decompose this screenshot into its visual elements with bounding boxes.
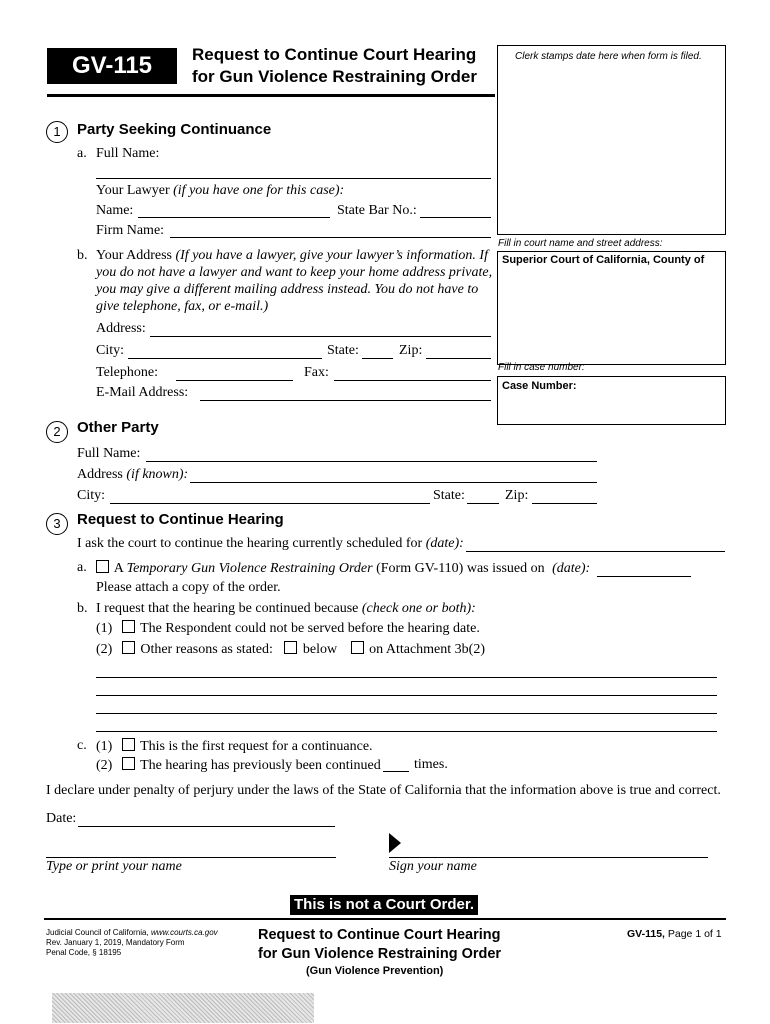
other-party-city-label: City:	[77, 488, 106, 503]
item-3b2-checkbox[interactable]	[122, 641, 135, 654]
other-party-address-field[interactable]	[190, 482, 597, 483]
zip-label: Zip:	[399, 343, 423, 358]
other-party-address-text: Address	[77, 467, 123, 482]
full-name-field[interactable]	[96, 178, 491, 179]
state-bar-label: State Bar No.:	[337, 203, 417, 218]
item-3c1-text: This is the first request for a continuance.	[140, 739, 373, 754]
sign-name-label: Sign your name	[389, 859, 477, 874]
zip-field[interactable]	[426, 358, 491, 359]
item-3b2-marker: (2)	[96, 642, 113, 657]
item-3b2-below-checkbox[interactable]	[284, 641, 297, 654]
other-party-city-field[interactable]	[110, 503, 430, 504]
item-3b2-attachment-checkbox[interactable]	[351, 641, 364, 654]
fax-field[interactable]	[334, 380, 491, 381]
section-3-number: 3	[46, 513, 68, 535]
continue-intro-text: I ask the court to continue the hearing currently scheduled for	[77, 536, 423, 551]
continue-intro-date: (date):	[425, 536, 464, 551]
item-3b2-attachment-label: on Attachment 3b(2)	[369, 642, 485, 657]
date-label: Date:	[46, 811, 77, 826]
telephone-field[interactable]	[176, 380, 293, 381]
case-number-label: Case Number:	[502, 380, 577, 392]
item-3c1-row	[96, 738, 373, 755]
form-title	[192, 44, 477, 88]
item-3a-attach: Please attach a copy of the order.	[96, 580, 281, 595]
footer-rule	[44, 918, 726, 920]
email-field[interactable]	[200, 400, 491, 401]
court-name-label: Superior Court of California, County of	[502, 254, 705, 266]
item-3b-main: I request that the hearing be continued because	[96, 601, 359, 616]
item-3b-text	[96, 601, 476, 617]
case-number-note: Fill in case number:	[498, 362, 585, 373]
sign-here-arrow-icon	[389, 833, 401, 853]
form-id: GV-115	[71, 52, 153, 79]
lawyer-name-field[interactable]	[138, 217, 330, 218]
section-2-title: Other Party	[77, 419, 159, 436]
item-3a-text	[94, 560, 590, 577]
item-1b-marker: b.	[77, 248, 88, 263]
footer-title-line2: for Gun Violence Restraining Order	[258, 946, 502, 962]
footer-page-number: Page 1 of 1	[667, 928, 722, 940]
address-note-line2: you do not have a lawyer and want to keep your home address private,	[96, 265, 493, 280]
item-3a-suffix: (Form GV-110) was issued on	[376, 561, 545, 576]
footer-revision: Rev. January 1, 2019, Mandatory Form	[46, 938, 185, 947]
print-name-field[interactable]	[46, 857, 336, 858]
email-label: E-Mail Address:	[96, 385, 189, 400]
form-title-line2: for Gun Violence Restraining Order	[192, 67, 477, 86]
telephone-label: Telephone:	[96, 365, 158, 380]
item-3a-marker: a.	[77, 560, 87, 575]
footer-form-id: GV-115,	[627, 928, 665, 940]
address-note-line4: give telephone, fax, or e-mail.)	[96, 299, 269, 314]
fax-label: Fax:	[304, 365, 329, 380]
item-3a-date-label: (date):	[552, 561, 591, 576]
reason-line-2[interactable]	[96, 695, 717, 696]
item-3b-marker: b.	[77, 601, 88, 616]
not-court-order-banner: This is not a Court Order.	[290, 895, 478, 915]
other-party-name-field[interactable]	[146, 461, 597, 462]
other-party-state-label: State:	[433, 488, 465, 503]
address-note-line1: (If you have a lawyer, give your lawyer’s information. If	[175, 248, 488, 263]
footer-council	[46, 928, 218, 938]
item-3b1-checkbox[interactable]	[122, 620, 135, 633]
clerk-stamp-box[interactable]	[497, 45, 726, 235]
footer-left	[46, 928, 218, 958]
item-3b2-below-label: below	[302, 642, 338, 657]
other-party-zip-field[interactable]	[532, 503, 597, 504]
item-3b2-row	[96, 641, 485, 658]
print-name-label: Type or print your name	[46, 859, 182, 874]
times-continued-field[interactable]	[383, 771, 409, 772]
section-3-title: Request to Continue Hearing	[77, 511, 284, 528]
declaration-text: I declare under penalty of perjury under the laws of the State of California that the information above is true and correct.	[46, 783, 721, 798]
item-3c2-marker: (2)	[96, 758, 113, 773]
footer-title	[258, 926, 501, 964]
address-heading	[96, 248, 488, 264]
footer-penal-code: Penal Code, § 18195	[46, 948, 122, 957]
item-3b1-text: The Respondent could not be served before the hearing date.	[140, 621, 480, 636]
item-3c1-checkbox[interactable]	[122, 738, 135, 751]
address-label: Address:	[96, 321, 146, 336]
lawyer-name-label: Name:	[96, 203, 134, 218]
lawyer-heading	[96, 183, 344, 199]
order-issue-date-field[interactable]	[597, 576, 691, 577]
scheduled-date-field[interactable]	[466, 551, 725, 552]
barcode-area	[52, 993, 314, 1023]
item-3c-marker: c.	[77, 738, 87, 753]
firm-name-field[interactable]	[170, 237, 491, 238]
item-3a-checkbox[interactable]	[96, 560, 109, 573]
full-name-label: Full Name:	[96, 146, 160, 161]
item-3b1-row	[96, 620, 480, 637]
reason-line-1[interactable]	[96, 677, 717, 678]
city-field[interactable]	[128, 358, 322, 359]
section-2-number: 2	[46, 421, 68, 443]
address-field[interactable]	[150, 336, 491, 337]
lawyer-heading-note: (if you have one for this case):	[173, 183, 345, 198]
footer-council-prefix: Judicial Council of California,	[46, 928, 149, 937]
continue-intro	[77, 536, 464, 552]
item-3c2-suffix: times.	[414, 757, 448, 772]
other-party-state-field[interactable]	[467, 503, 499, 504]
form-id-badge	[47, 48, 177, 84]
signature-field[interactable]	[389, 857, 708, 858]
item-3a-order-name: Temporary Gun Violence Restraining Order	[126, 561, 373, 576]
reason-line-3[interactable]	[96, 713, 717, 714]
item-3c2-row	[96, 757, 381, 774]
item-3b-note: (check one or both):	[361, 601, 476, 616]
clerk-stamp-note: Clerk stamps date here when form is filed.	[515, 51, 702, 62]
state-label: State:	[327, 343, 359, 358]
firm-name-label: Firm Name:	[96, 223, 165, 238]
court-name-note: Fill in court name and street address:	[498, 238, 663, 249]
state-bar-field[interactable]	[420, 217, 491, 218]
lawyer-heading-text: Your Lawyer	[96, 183, 170, 198]
other-party-address-label	[77, 467, 188, 483]
other-party-name-label: Full Name:	[77, 446, 141, 461]
address-note-line3: you may give a different mailing address instead. You do not have to	[96, 282, 479, 297]
header-rule	[47, 94, 495, 97]
section-1-title: Party Seeking Continuance	[77, 121, 272, 138]
form-title-line1: Request to Continue Court Hearing	[192, 45, 477, 64]
reason-line-4[interactable]	[96, 731, 717, 732]
other-party-zip-label: Zip:	[505, 488, 529, 503]
address-heading-text: Your Address	[96, 248, 172, 263]
court-name-box[interactable]	[497, 251, 726, 365]
item-3b1-marker: (1)	[96, 621, 113, 636]
state-field[interactable]	[362, 358, 393, 359]
section-1-number: 1	[46, 121, 68, 143]
footer-title-line1: Request to Continue Court Hearing	[258, 927, 501, 943]
item-1a-marker: a.	[77, 146, 87, 161]
other-party-address-note: (if known):	[126, 467, 189, 482]
footer-council-site[interactable]: www.courts.ca.gov	[150, 928, 218, 937]
item-3a-prefix: A	[113, 561, 124, 576]
city-label: City:	[96, 343, 125, 358]
footer-page-info	[627, 928, 722, 940]
item-3c2-checkbox[interactable]	[122, 757, 135, 770]
item-3c1-marker: (1)	[96, 739, 113, 754]
footer-subtitle: (Gun Violence Prevention)	[306, 965, 444, 977]
item-3b2-text: Other reasons as stated:	[140, 642, 273, 657]
item-3c2-text: The hearing has previously been continued	[140, 758, 381, 773]
date-field[interactable]	[78, 826, 335, 827]
